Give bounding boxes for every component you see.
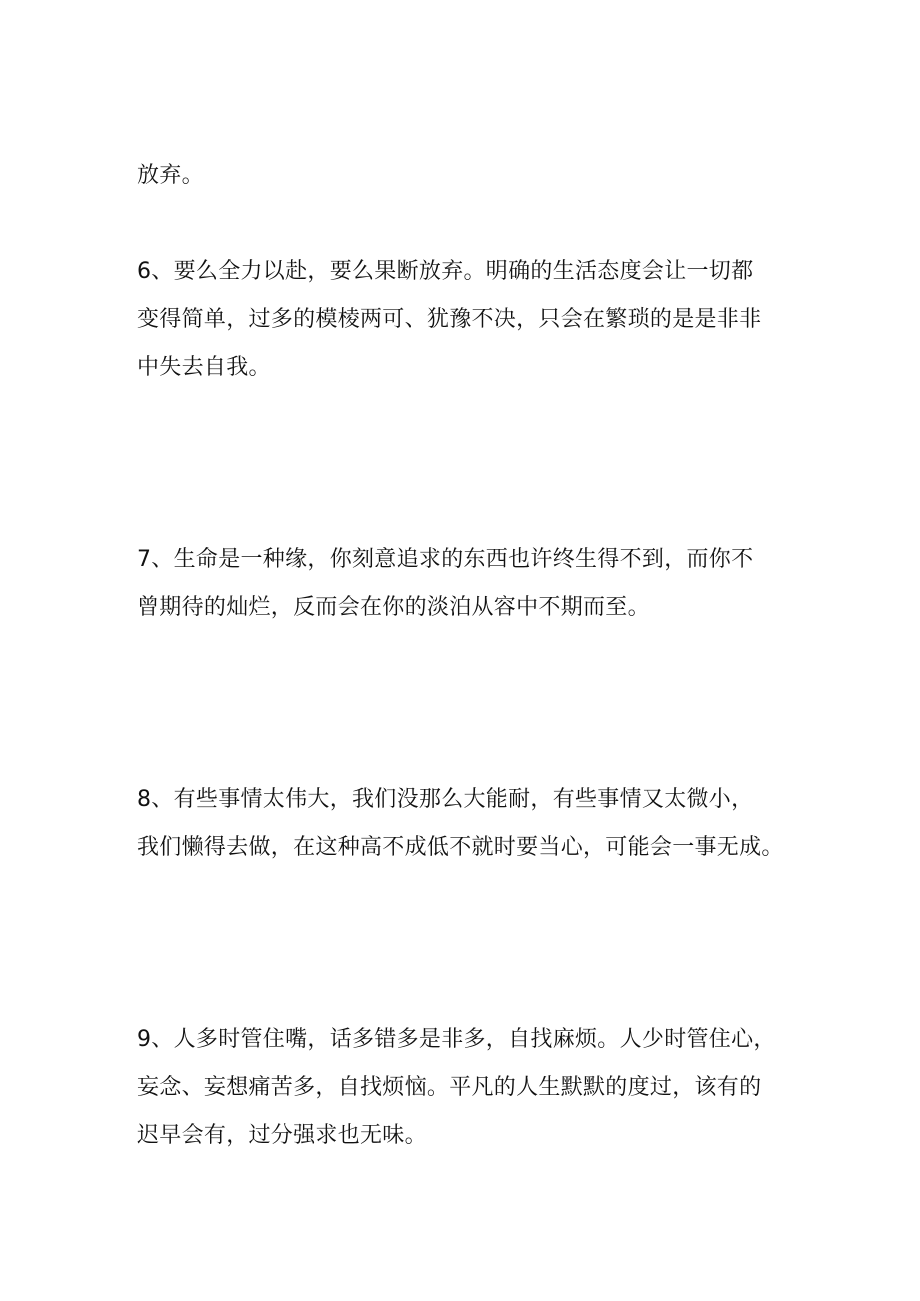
text-line: 中失去自我。 — [137, 355, 271, 380]
paragraph-item-7 — [137, 536, 797, 632]
text-line: 7、生命是一种缘，你刻意追求的东西也许终生得不到，而你不 — [137, 547, 754, 572]
text-line: 迟早会有，过分强求也无味。 — [137, 1123, 427, 1148]
paragraph-continuation — [137, 152, 797, 200]
paragraph-item-8 — [137, 776, 797, 872]
text-line: 妄念、妄想痛苦多，自找烦恼。平凡的人生默默的度过，该有的 — [137, 1075, 762, 1100]
paragraph-item-9 — [137, 1016, 797, 1160]
text-line: 放弃。 — [137, 163, 204, 188]
text-line: 6、要么全力以赴，要么果断放弃。明确的生活态度会让一切都 — [137, 259, 754, 284]
text-line: 变得简单，过多的模棱两可、犹豫不决，只会在繁琐的是是非非 — [137, 307, 762, 332]
text-line: 8、有些事情太伟大，我们没那么大能耐，有些事情又太微小， — [137, 787, 754, 812]
text-line: 我们懒得去做，在这种高不成低不就时要当心，可能会一事无成。 — [137, 835, 784, 860]
paragraph-item-6 — [137, 248, 797, 392]
text-line: 曾期待的灿烂，反而会在你的淡泊从容中不期而至。 — [137, 595, 650, 620]
text-line: 9、人多时管住嘴，话多错多是非多，自找麻烦。人少时管住心， — [137, 1027, 776, 1052]
